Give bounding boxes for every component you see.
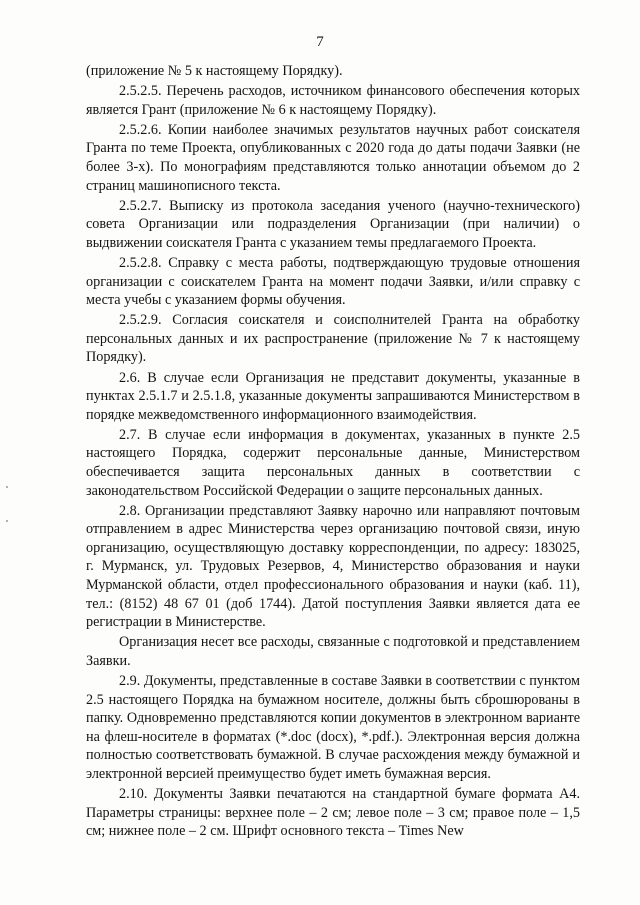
- paragraph-2-5-2-5: 2.5.2.5. Перечень расходов, источником финансового обеспечения которых является Грант (приложение № 6 к настоящему Порядку).: [86, 83, 580, 118]
- paragraph-2-5-2-6: 2.5.2.6. Копии наиболее значимых результатов научных работ соискателя Гранта по теме Проекта, опубликованных с 2020 года до даты подачи Заявки (не более 3-х). По монографиям представляются только аннотации объемом до 2 страниц машинописного текста.: [86, 121, 580, 194]
- margin-scan-mark: [6, 486, 8, 488]
- paragraph-2-7: 2.7. В случае если информация в документах, указанных в пункте 2.5 настоящего Порядка, содержит персональные данные, Министерством обеспечивается защита персональных данных в соответствии с законодательством Российской Федерации о защите персональных данных.: [86, 426, 580, 499]
- paragraph-2-10: 2.10. Документы Заявки печатаются на стандартной бумаге формата А4. Параметры страницы: верхнее поле – 2 см; левое поле – 3 см; правое поле – 1,5 см; нижнее поле – 2 см. Шрифт основного текста – Times New: [86, 786, 580, 840]
- paragraph-2-6: 2.6. В случае если Организация не представит документы, указанные в пунктах 2.5.1.7 и 2.5.1.8, указанные документы запрашиваются Министерством в порядке межведомственного информационного взаимодействия.: [86, 369, 580, 423]
- paragraph-expenses: Организация несет все расходы, связанные с подготовкой и представлением Заявки.: [86, 634, 580, 669]
- paragraph-appendix-5-continuation: (приложение № 5 к настоящему Порядку).: [86, 63, 343, 79]
- margin-scan-mark: [6, 520, 8, 522]
- paragraph-2-5-2-7: 2.5.2.7. Выписку из протокола заседания ученого (научно-технического) совета Организации или подразделения Организации (при наличии) о выдвижении соискателя Гранта с указанием темы предлагаемого Проекта.: [86, 197, 580, 251]
- paragraph-2-5-2-8: 2.5.2.8. Справку с места работы, подтверждающую трудовые отношения организации с соискателем Гранта на момент подачи Заявки, и/или справку с места учебы с указанием формы обучения.: [86, 254, 580, 309]
- page-number: 7: [316, 34, 324, 50]
- document-body: [86, 62, 580, 842]
- paragraph-2-9: 2.9. Документы, представленные в составе Заявки в соответствии с пунктом 2.5 настоящего Порядка на бумажном носителе, должны быть сброшюрованы в папку. Одновременно представляются копии документов в электронном варианте на флеш-носителе в форматах (*.doc (docx), *.pdf.). Электронная версия должна полностью соответствовать бумажной. В случае расхождения между бумажной и электронной версией преимущество будет иметь бумажная версия.: [86, 673, 581, 782]
- paragraph-2-8: 2.8. Организации представляют Заявку нарочно или направляют почтовым отправлением в адрес Министерства через организацию почтовой связи, иную организацию, осуществляющую доставку корреспонденции, по адресу: 183025, г. Мурманск, ул. Трудовых Резервов, 4, Министерство образования и науки Мурманской области, отдел профессионального образования и науки (каб. 11), тел.: (8152) 48 67 01 (доб 1744). Датой поступления Заявки является дата ее регистрации в Министерстве.: [86, 502, 580, 631]
- paragraph-2-5-2-9: 2.5.2.9. Согласия соискателя и соисполнителей Гранта на обработку персональных данных и их распространение (приложение № 7 к настоящему Порядку).: [86, 312, 580, 366]
